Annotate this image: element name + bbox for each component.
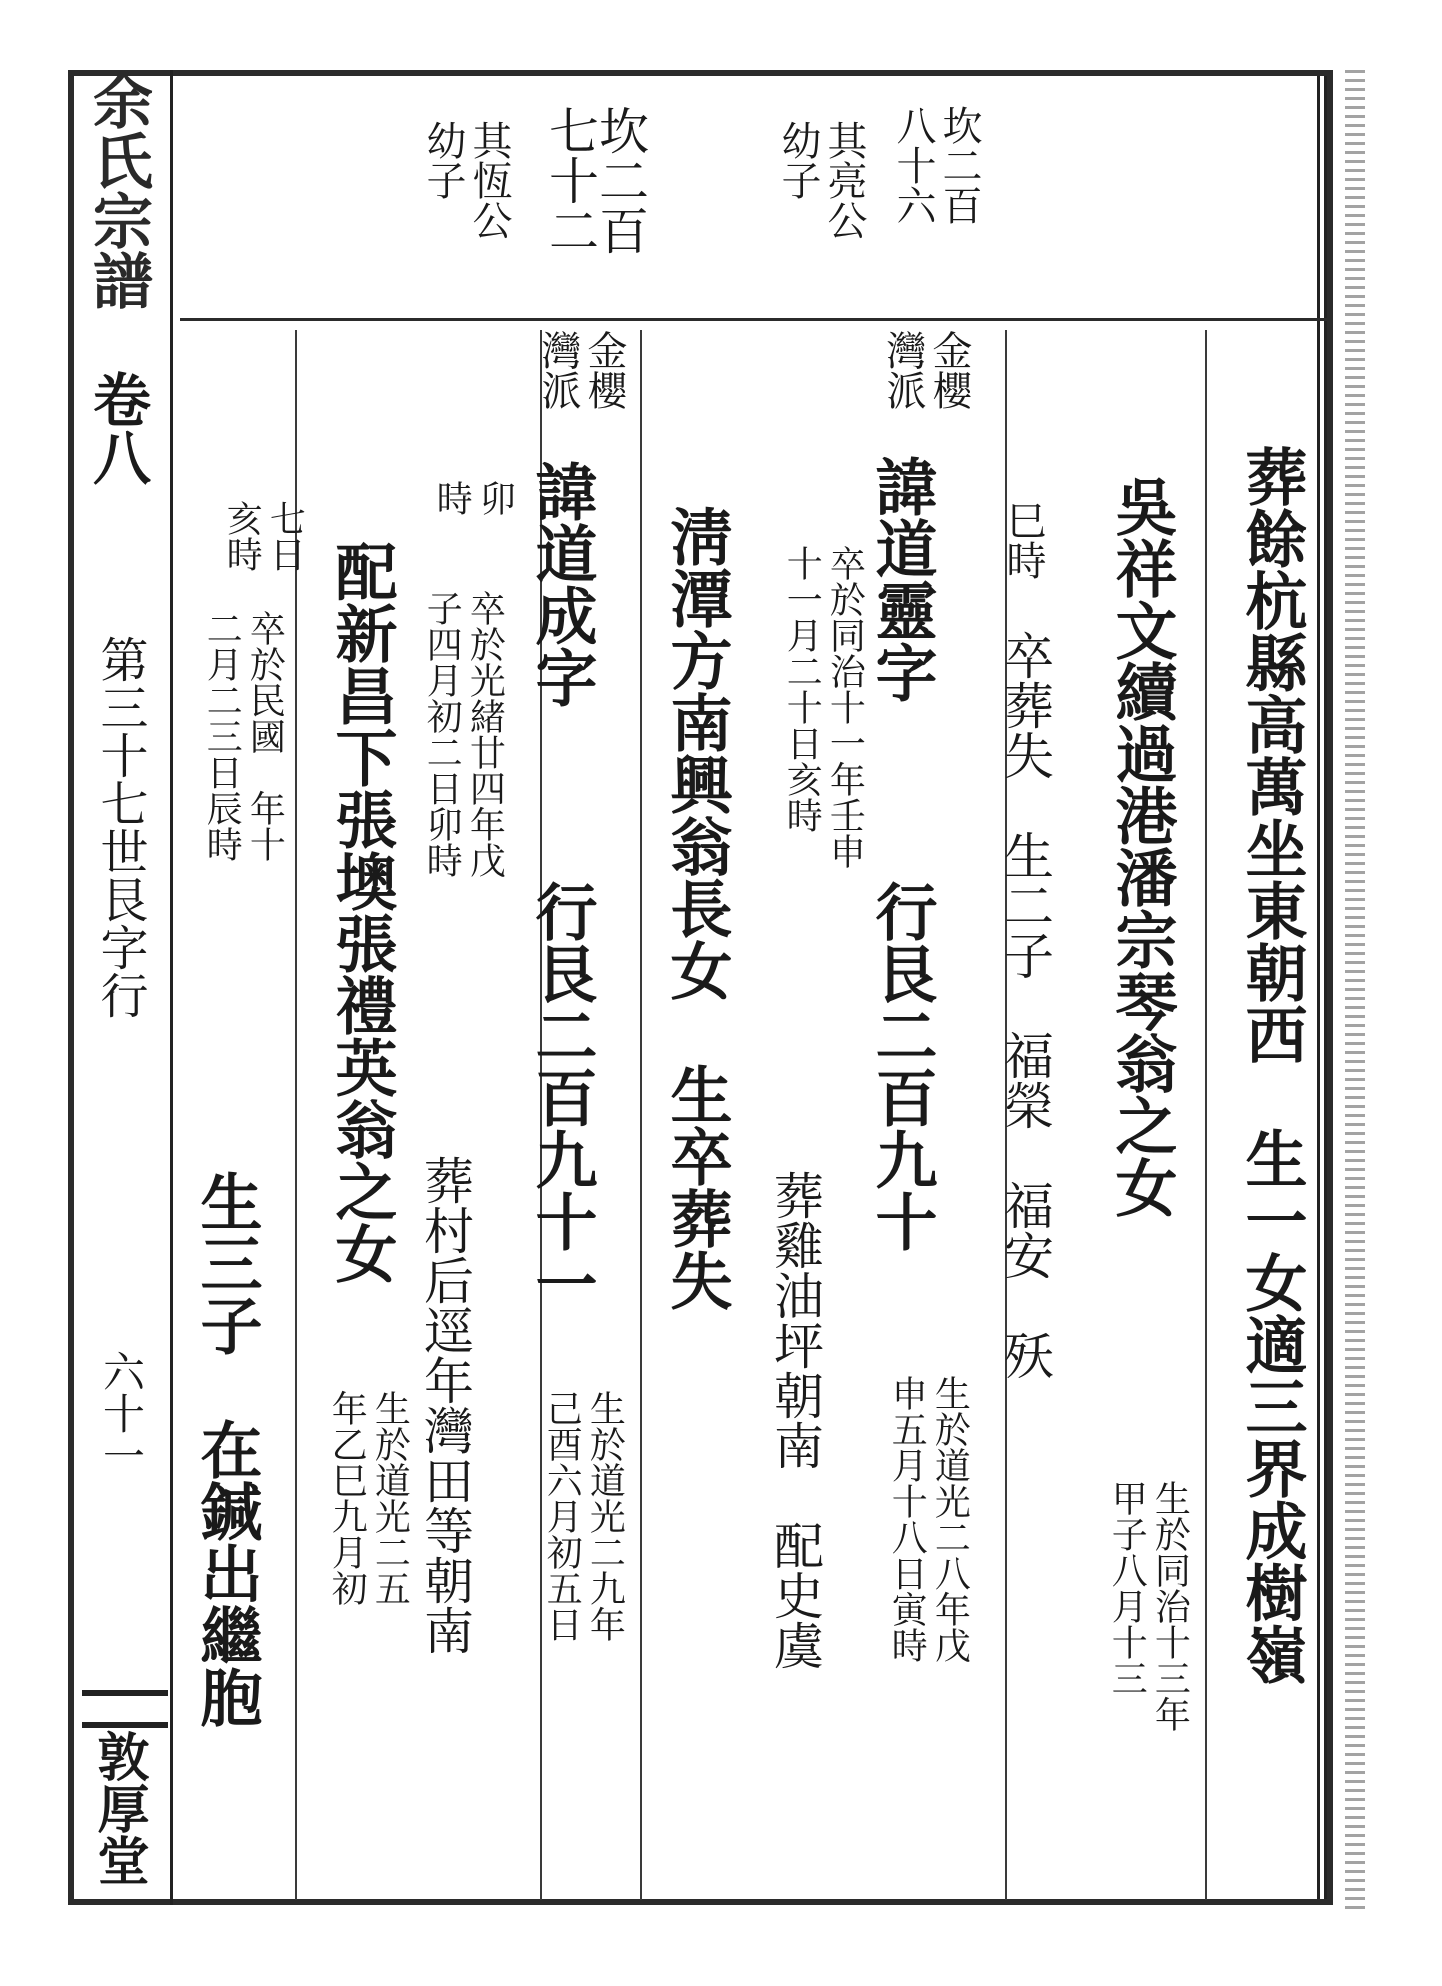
entry3-branch: 金櫻 灣派 bbox=[880, 330, 972, 410]
entry5-burial: 葬村后逕年灣田等朝南 bbox=[416, 1155, 474, 1655]
entry5-rank: 行艮二百九十一 bbox=[525, 880, 598, 1314]
entry5-birth: 生於道光二九年 己酉六月初五日 bbox=[541, 1390, 626, 1642]
entry3-rank: 行艮二百九十 bbox=[865, 880, 938, 1252]
entry5-death-prefix: 卯 時 bbox=[431, 480, 516, 516]
header-col1-number: 坎二百 八十六 bbox=[890, 105, 982, 225]
entry3-name: 諱道靈字 bbox=[865, 455, 938, 703]
entry3-death: 卒於同治十一年壬申 十一月二十日亥時 bbox=[781, 545, 866, 869]
entry6-children: 生三子 在鍼出繼胞 bbox=[190, 1170, 263, 1728]
column-separator bbox=[640, 330, 642, 1900]
entry1-birth-note: 生於同治十三年 甲子八月十三 bbox=[1106, 1480, 1191, 1732]
spine-volume-label: 卷八 bbox=[83, 370, 151, 486]
page-number: 六十一 bbox=[97, 1350, 146, 1476]
spine-section: 第三十七世艮字行 bbox=[92, 635, 148, 1019]
entry1-burial-line: 葬餘杭縣高萬坐東朝西 生一女適三界成樹嶺 bbox=[1235, 445, 1308, 1685]
entry6-death-prefix: 七日 亥時 bbox=[221, 500, 306, 572]
entry5-death: 卒於光緒廿四年戊 子四月初二日卯時 bbox=[421, 590, 506, 878]
entry3-birth: 生於道光二八年戊 申五月十八日寅時 bbox=[886, 1375, 971, 1663]
header-col2-note: 其恆公 幼子 bbox=[420, 120, 512, 240]
header-col1-note: 其亮公 幼子 bbox=[775, 120, 867, 240]
entry4-spouse: 淸潭方南興翁長女 生卒葬失 bbox=[660, 505, 733, 1311]
entry5-name: 諱道成字 bbox=[525, 460, 598, 708]
entry5-branch: 金櫻 灣派 bbox=[535, 330, 627, 410]
entry2-name: 吳祥文 bbox=[1105, 475, 1178, 661]
entry6-death: 卒於民國 年十 二月二三日辰時 bbox=[201, 610, 286, 862]
entry6-birth: 生於道光二五 年乙巳九月初 bbox=[326, 1390, 411, 1606]
entry2-spouse: 續過港潘宗琴翁之女 bbox=[1105, 660, 1178, 1218]
fishtail-ornament bbox=[82, 1690, 168, 1728]
entry6-spouse: 配新昌下張墺張禮英翁之女 bbox=[325, 540, 398, 1284]
header-col2-number: 坎二百 七十二 bbox=[541, 105, 649, 255]
hall-name: 敦厚堂 bbox=[88, 1730, 149, 1886]
spine-title: 余氏宗譜 bbox=[83, 70, 153, 310]
entry3-burial: 葬雞油坪朝南 配史虞 bbox=[766, 1170, 824, 1670]
entry2-birth-time: 巳時 bbox=[1000, 500, 1046, 580]
column-separator bbox=[1205, 330, 1207, 1900]
entry2-children: 卒葬失 生二子 福榮 福安 殀 bbox=[996, 630, 1054, 1380]
page-edge-shadow bbox=[1345, 70, 1365, 1910]
header-rule bbox=[180, 318, 1328, 321]
